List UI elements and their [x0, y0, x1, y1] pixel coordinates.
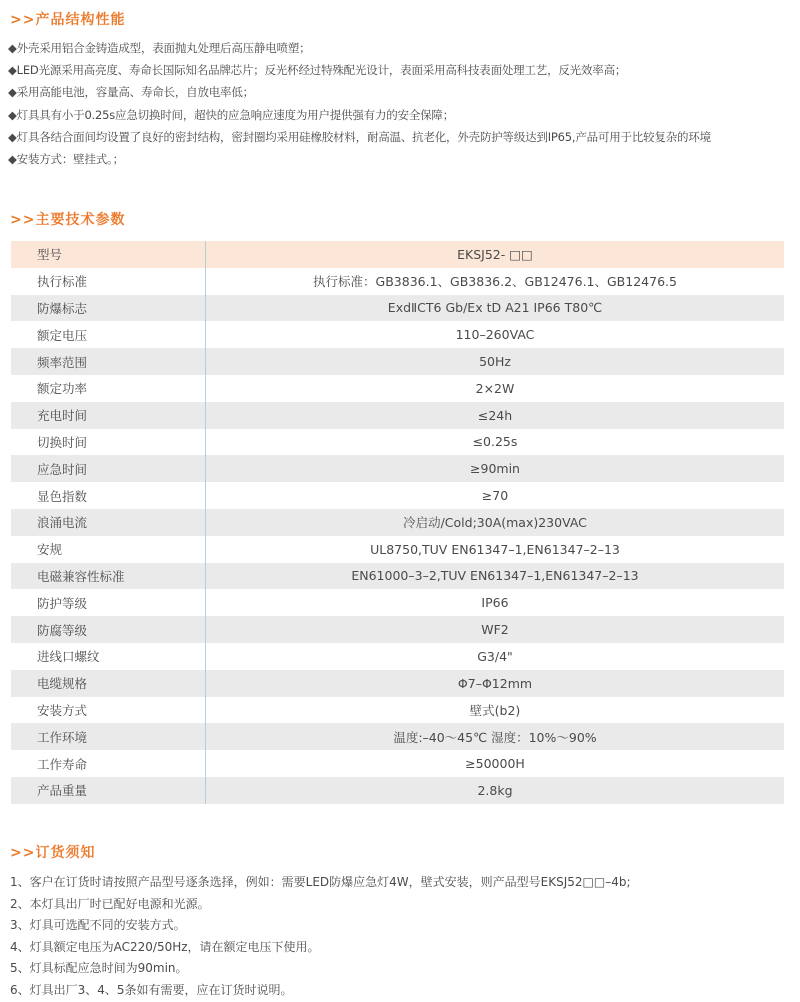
feature-item: ◆外壳采用铝合金铸造成型，表面抛丸处理后高压静电喷塑； — [8, 41, 311, 55]
feature-item: ◆安装方式：壁挂式。； — [8, 152, 124, 167]
feature-item: ◆LED光源采用高亮度、寿命长国际知名品牌芯片；反光杯经过特殊配光设计，表面采用高科技表面处理工艺，反光效率高； — [8, 63, 627, 78]
spec-label: 执行标准 — [11, 268, 206, 295]
features-section-title: >>产品结构性能 — [10, 12, 126, 28]
spec-row — [11, 509, 784, 536]
spec-row — [11, 616, 784, 643]
spec-row — [11, 670, 784, 697]
feature-item: ◆采用高能电池，容量高、寿命长，自放电率低； — [8, 85, 254, 100]
order-note: 3、灯具可选配不同的安装方式。 — [10, 918, 186, 933]
spec-value: ExdⅡCT6 Gb/Ex tD A21 IP66 T80℃ — [206, 295, 785, 322]
spec-label: 充电时间 — [11, 402, 206, 429]
spec-row — [11, 295, 784, 322]
spec-label: 显色指数 — [11, 482, 206, 509]
spec-label: 切换时间 — [11, 429, 206, 456]
spec-label: 防护等级 — [11, 589, 206, 616]
order-note: 1、客户在订货时请按照产品型号逐条选择，例如：需要LED防爆应急灯4W，壁式安装，则产品型号EKSJ52□□–4b; — [10, 875, 631, 889]
spec-row — [11, 375, 784, 402]
spec-label: 电缆规格 — [11, 670, 206, 697]
spec-value: EN61000–3–2,TUV EN61347–1,EN61347–2–13 — [206, 563, 785, 590]
spec-value: 2.8kg — [206, 777, 785, 804]
order-notes — [10, 872, 790, 1002]
spec-row — [11, 402, 784, 429]
spec-value: 2×2W — [206, 375, 785, 402]
features-list — [8, 37, 798, 170]
order-note: 5、灯具标配应急时间为90min。 — [10, 961, 188, 976]
specs-section-title: >>主要技术参数 — [10, 212, 126, 228]
spec-row — [11, 348, 784, 375]
spec-row — [11, 482, 784, 509]
feature-item: ◆灯具具有小于0.25s应急切换时间，超快的应急响应速度为用户提供强有力的安全保障； — [8, 107, 455, 122]
spec-value: 温度:–40～45℃ 湿度：10%～90% — [206, 723, 785, 750]
spec-label: 应急时间 — [11, 455, 206, 482]
order-section-title: >>订货须知 — [10, 845, 96, 861]
spec-row — [11, 589, 784, 616]
spec-value: Φ7–Φ12mm — [206, 670, 785, 697]
spec-label: 产品重量 — [11, 777, 206, 804]
spec-value: 50Hz — [206, 348, 785, 375]
spec-header-value: EKSJ52- □□ — [206, 241, 785, 268]
spec-value: ≤0.25s — [206, 429, 785, 456]
order-note: 2、本灯具出厂时已配好电源和光源。 — [10, 896, 210, 911]
spec-label: 工作环境 — [11, 723, 206, 750]
spec-value: ≥50000H — [206, 750, 785, 777]
spec-row — [11, 563, 784, 590]
spec-value: 壁式(b2) — [206, 697, 785, 724]
spec-value: ≥70 — [206, 482, 785, 509]
order-note: 4、灯具额定电压为AC220/50Hz，请在额定电压下使用。 — [10, 939, 320, 954]
spec-row — [11, 777, 784, 804]
spec-row — [11, 268, 784, 295]
spec-value: ≥90min — [206, 455, 785, 482]
spec-label: 额定功率 — [11, 375, 206, 402]
spec-value: WF2 — [206, 616, 785, 643]
spec-row — [11, 321, 784, 348]
spec-label: 安装方式 — [11, 697, 206, 724]
spec-value: 110–260VAC — [206, 321, 785, 348]
spec-label: 安规 — [11, 536, 206, 563]
spec-row — [11, 643, 784, 670]
spec-header-label: 型号 — [11, 241, 206, 268]
spec-value: IP66 — [206, 589, 785, 616]
spec-table — [11, 241, 784, 804]
spec-row — [11, 429, 784, 456]
spec-value: ≤24h — [206, 402, 785, 429]
spec-row — [11, 723, 784, 750]
spec-value: G3/4" — [206, 643, 785, 670]
spec-value: UL8750,TUV EN61347–1,EN61347–2–13 — [206, 536, 785, 563]
order-note: 6、灯具出厂3、4、5条如有需要，应在订货时说明。 — [10, 982, 293, 997]
spec-row — [11, 536, 784, 563]
spec-row — [11, 750, 784, 777]
spec-label: 浪涌电流 — [11, 509, 206, 536]
spec-label: 工作寿命 — [11, 750, 206, 777]
spec-value: 执行标准：GB3836.1、GB3836.2、GB12476.1、GB12476.5 — [206, 268, 785, 295]
spec-table-header — [11, 241, 784, 268]
spec-label: 防爆标志 — [11, 295, 206, 322]
spec-label: 频率范围 — [11, 348, 206, 375]
spec-row — [11, 455, 784, 482]
spec-label: 电磁兼容性标准 — [11, 563, 206, 590]
spec-label: 额定电压 — [11, 321, 206, 348]
spec-label: 防腐等级 — [11, 616, 206, 643]
feature-item: ◆灯具各结合面间均设置了良好的密封结构，密封圈均采用硅橡胶材料，耐高温、抗老化，外壳防护等级达到IP65,产品可用于比较复杂的环境 — [8, 129, 711, 144]
spec-row — [11, 697, 784, 724]
spec-label: 进线口螺纹 — [11, 643, 206, 670]
spec-value: 冷启动/Cold;30A(max)230VAC — [206, 509, 785, 536]
